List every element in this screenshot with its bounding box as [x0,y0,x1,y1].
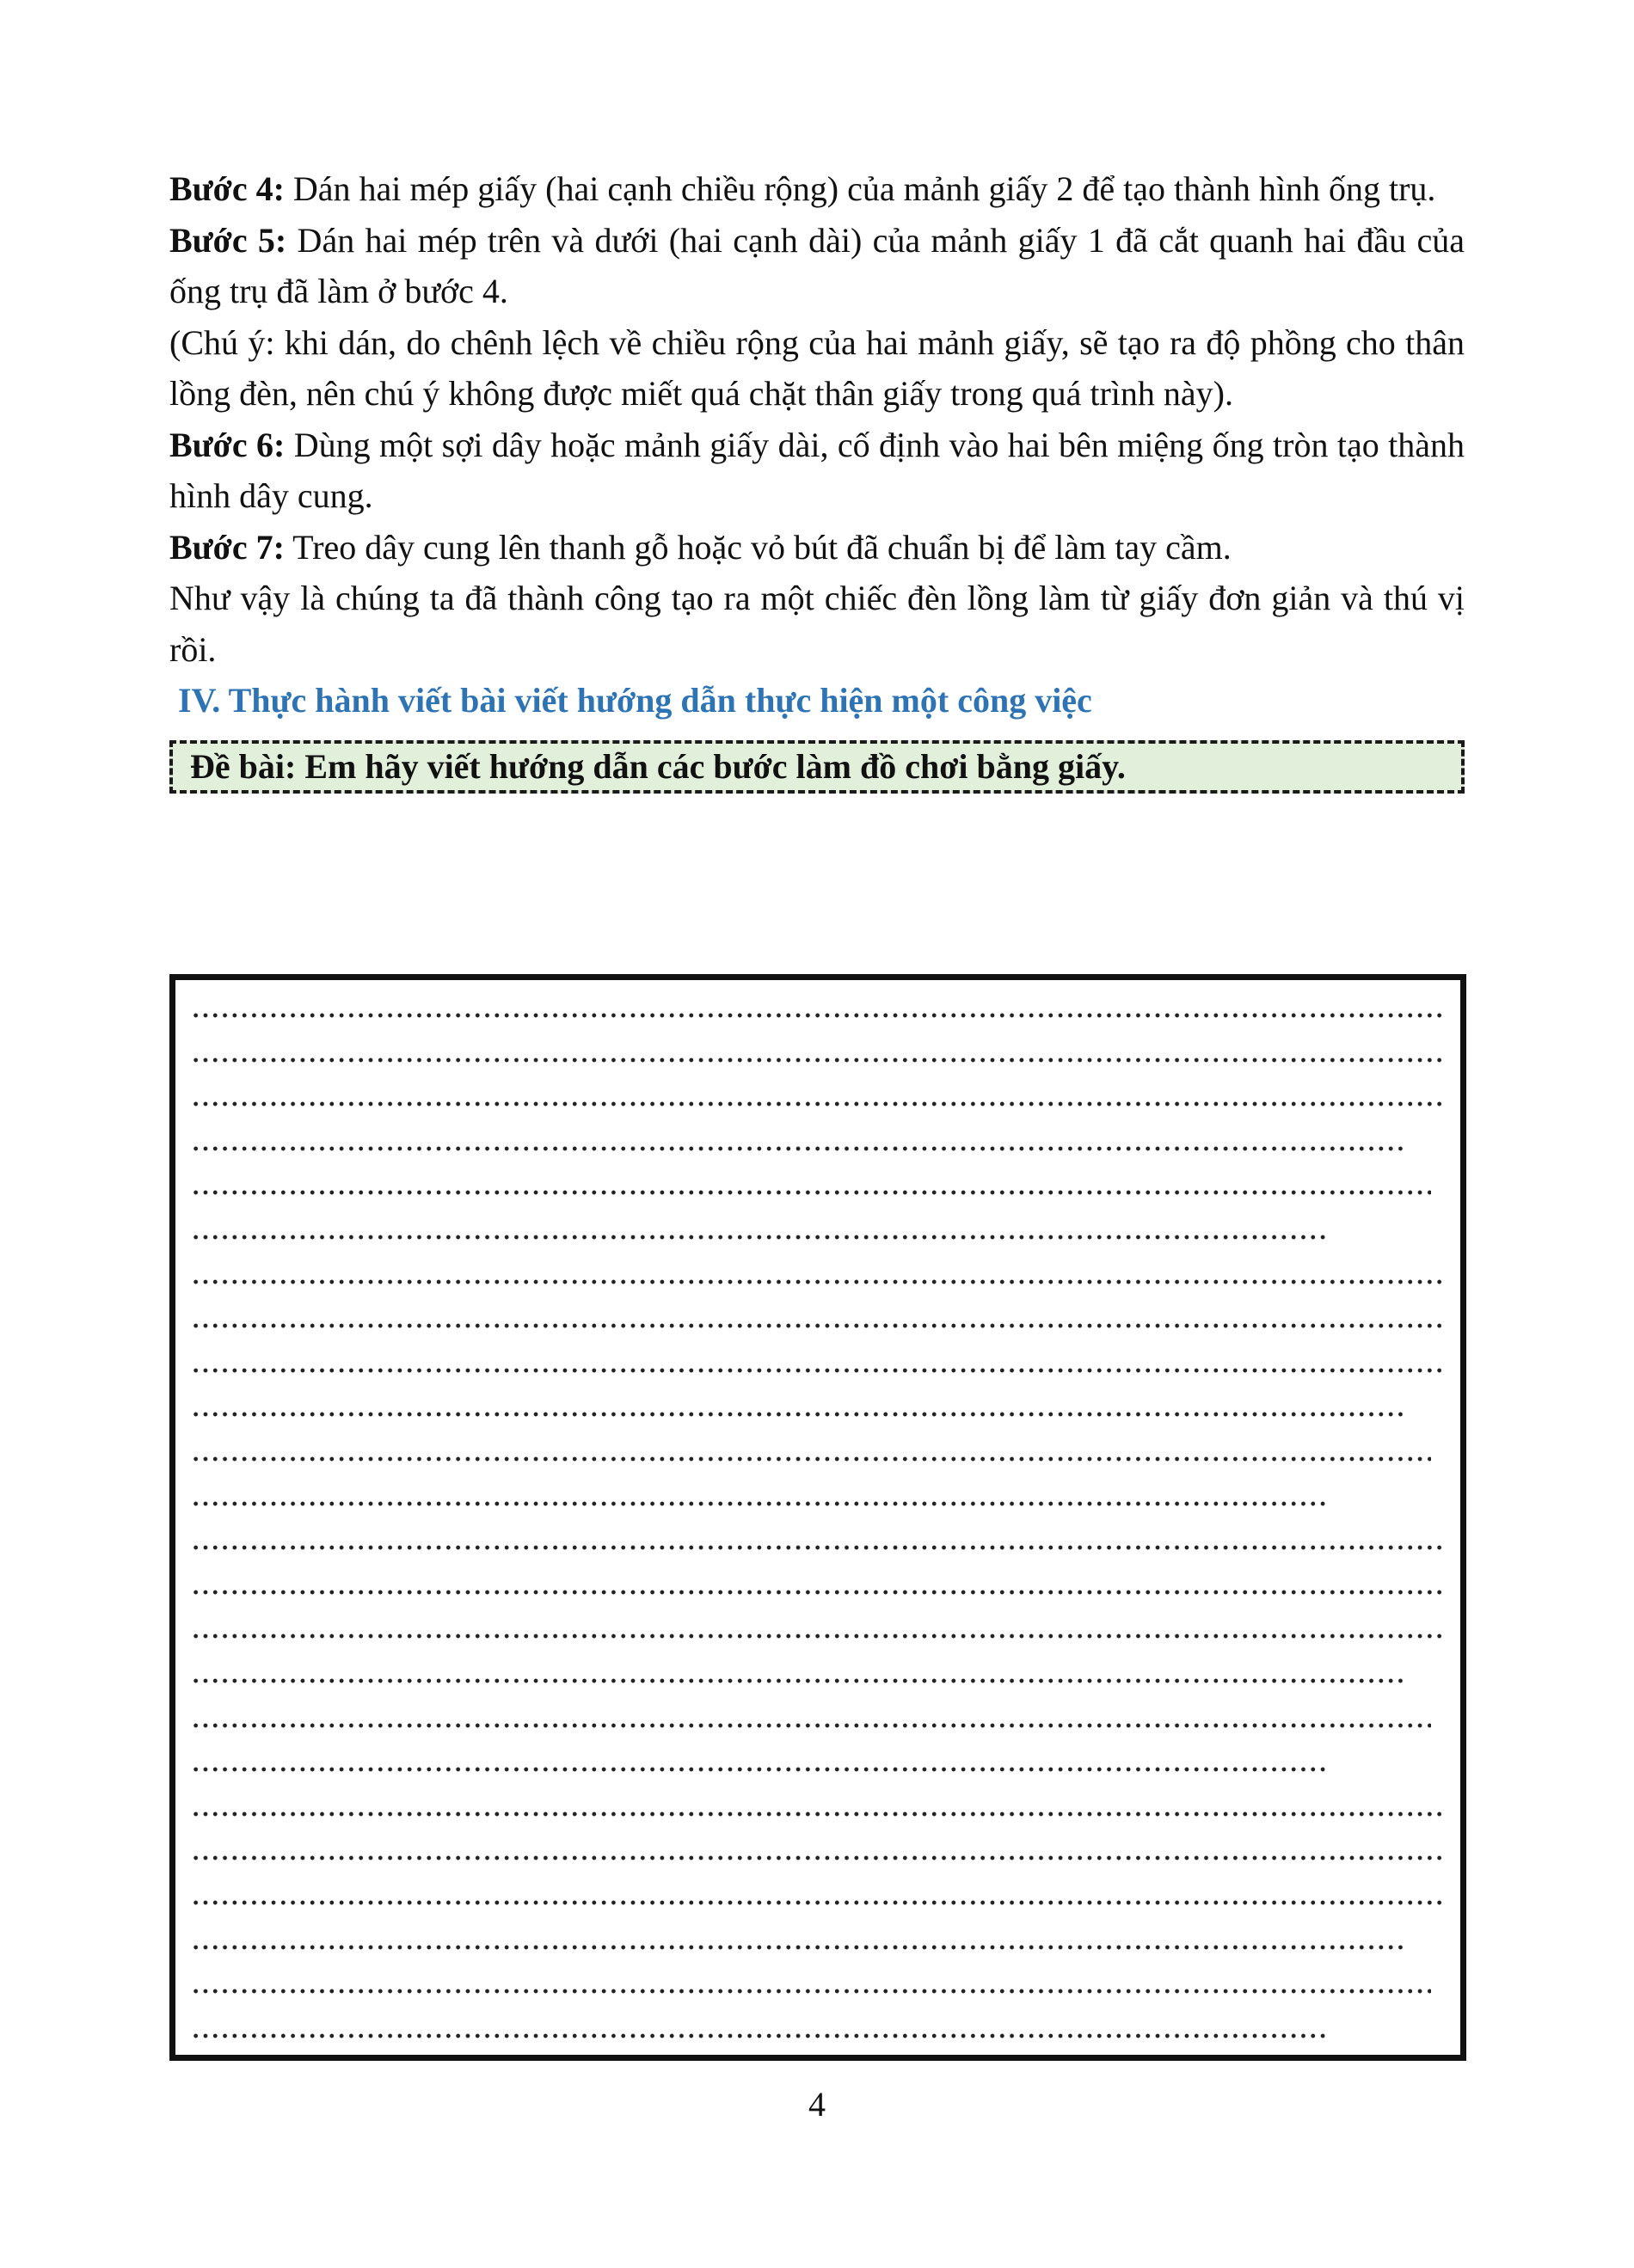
step-text: (Chú ý: khi dán, do chênh lệch về chiều rộng của hai mảnh giấy, sẽ tạo ra độ phồng cho thân lồng đèn, nên chú ý không được miết quá chặt thân giấy trong quá trình này). [169,322,1465,413]
dotted-writing-line [191,1987,1431,1995]
dotted-writing-line [191,1056,1447,1064]
dotted-writing-line [191,1898,1447,1907]
step-text: Như vậy là chúng ta đã thành công tạo ra một chiếc đèn lồng làm từ giấy đơn giản và thú vị rồi. [169,579,1465,669]
dotted-writing-line [191,1455,1431,1463]
step-7 [169,522,1465,573]
dotted-writing-line [191,1499,1328,1508]
page-number: 4 [808,2085,826,2124]
prompt-box [169,740,1465,794]
dotted-writing-line [191,1676,1405,1685]
dotted-writing-line [191,1278,1447,1286]
dotted-writing-line [191,1810,1447,1818]
page-content [169,163,1465,794]
dotted-writing-line [191,1233,1328,1241]
dotted-writing-line [191,1765,1328,1774]
dotted-writing-line [191,1632,1447,1640]
dotted-writing-line [191,1188,1431,1197]
dotted-writing-line [191,1100,1447,1108]
step-text: Dùng một sợi dây hoặc mảnh giấy dài, cố định vào hai bên miệng ống tròn tạo thành hình dây cung. [169,425,1465,515]
step-5 [169,215,1465,317]
note-paragraph [169,317,1465,420]
step-4 [169,163,1465,215]
dotted-writing-line [191,1588,1447,1597]
dotted-writing-line [191,1366,1447,1375]
dotted-writing-line [191,1854,1447,1862]
step-6 [169,420,1465,522]
dotted-writing-line [191,1410,1405,1419]
step-label: Bước 5: [169,220,287,260]
dotted-writing-line [191,2032,1328,2040]
step-text: Dán hai mép giấy (hai cạnh chiều rộng) của mảnh giấy 2 để tạo thành hình ống trụ. [284,169,1436,208]
step-label: Bước 7: [169,527,285,567]
dotted-writing-line [191,1943,1405,1952]
dotted-writing-line [191,1321,1447,1330]
step-label: Bước 6: [169,425,286,464]
section-heading: IV. Thực hành viết bài viết hướng dẫn thực hiện một công việc [178,681,1092,720]
step-label: Bước 4: [169,169,285,208]
answer-box [169,974,1466,2061]
conclusion-paragraph [169,573,1465,675]
dotted-writing-line [191,1543,1447,1552]
step-text: Treo dây cung lên thanh gỗ hoặc vỏ bút đã chuẩn bị để làm tay cầm. [284,527,1232,567]
dotted-writing-line [191,1721,1431,1730]
prompt-text: Đề bài: Em hãy viết hướng dẫn các bước làm đồ chơi bằng giấy. [190,747,1126,786]
dotted-writing-line [191,1011,1447,1020]
step-text: Dán hai mép trên và dưới (hai cạnh dài) của mảnh giấy 1 đã cắt quanh hai đầu của ống trụ đã làm ở bước 4. [169,220,1465,310]
dotted-writing-line [191,1144,1405,1153]
